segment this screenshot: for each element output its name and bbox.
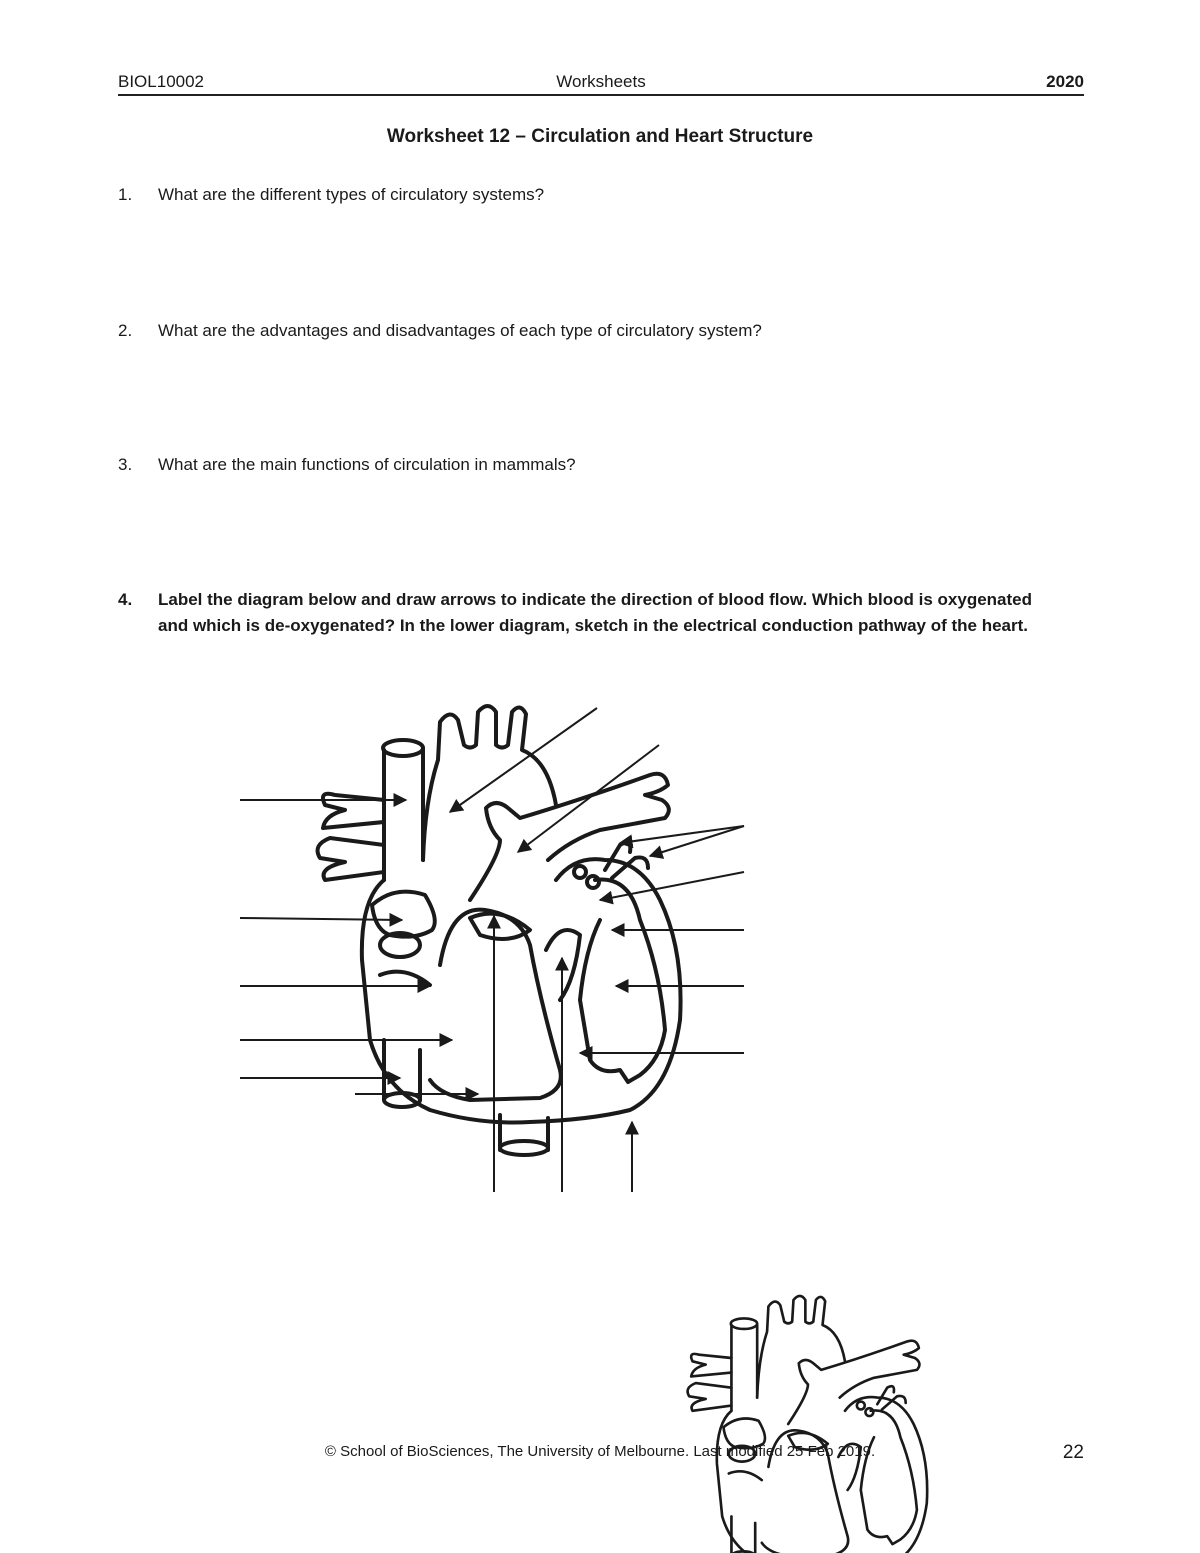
question-number: 2.: [118, 321, 133, 340]
course-code: BIOL10002: [118, 72, 205, 91]
footer-copyright: © School of BioSciences, The University of Melbourne. Last modified 25 Feb 2019.: [324, 1443, 876, 1460]
heart-diagram-small: [688, 1296, 928, 1553]
question-text: What are the main functions of circulation in mammals?: [158, 455, 576, 474]
worksheet-title: Worksheet 12 – Circulation and Heart Structure: [386, 126, 814, 147]
question-number: 3.: [118, 455, 133, 474]
question-number: 1.: [118, 185, 133, 204]
question-text: Label the diagram below and draw arrows to indicate the direction of blood flow. Which blood is oxygenated and which is de-oxygenated? In the lower diagram, sketch in the electrical conduction pathway of the heart.: [158, 590, 1033, 635]
question-text: What are the different types of circulatory systems?: [158, 185, 545, 204]
question-text: What are the advantages and disadvantages of each type of circulatory system?: [158, 321, 762, 340]
section-title: Worksheets: [556, 72, 646, 91]
page-number: 22: [1062, 1442, 1084, 1463]
question-number: 4.: [118, 590, 133, 609]
header-year: 2020: [1046, 72, 1084, 91]
